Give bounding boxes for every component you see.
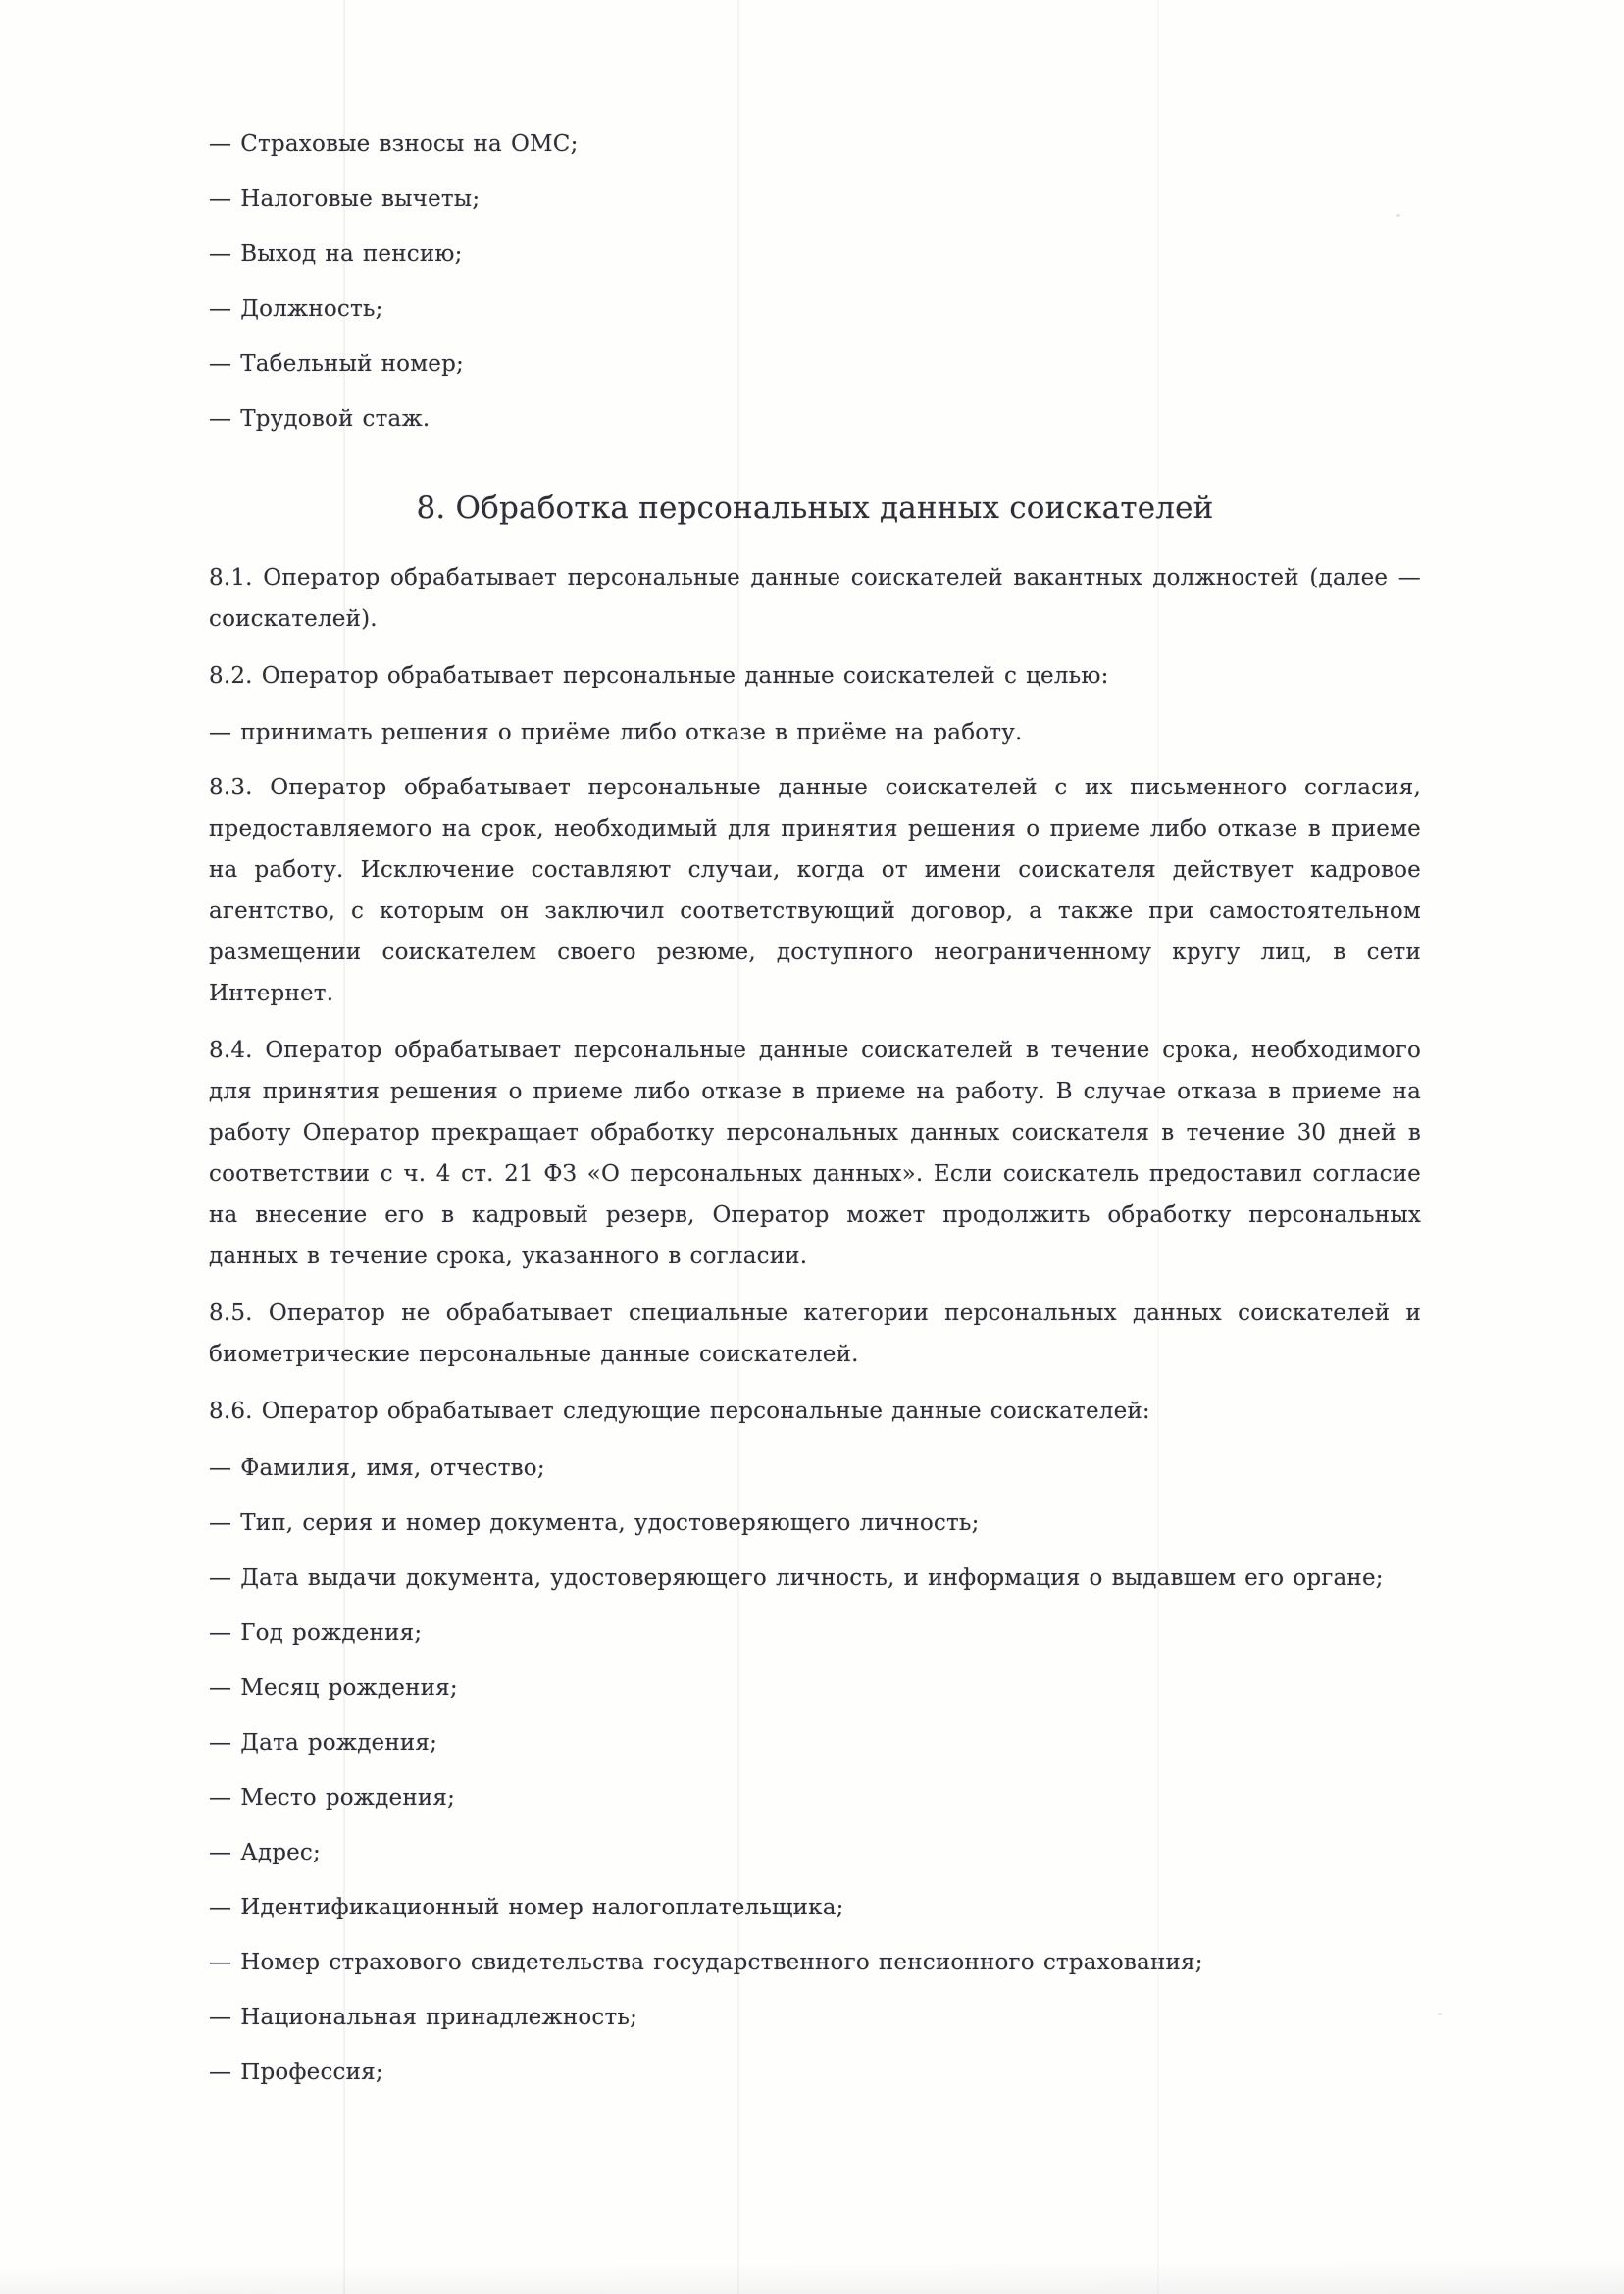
- list-item: — Профессия;: [209, 2060, 383, 2085]
- list-item: — Место рождения;: [209, 1785, 456, 1810]
- list-item: — Дата рождения;: [209, 1730, 438, 1756]
- paragraph: 8.2. Оператор обрабатывает персональные данные соискателей с целью:: [209, 663, 1109, 688]
- list-item: — Должность;: [209, 296, 383, 322]
- paragraph: 8.3. Оператор обрабатывает персональные данные соискателей с их письменного согласия, предоставляемого на срок, необходимый для принятия решения о приеме либо отказе в приеме на работу. Исключение составляют случаи, когда от имени соискателя действует кадровое агентство, с которым он заключил соответствующий договор, а также при самостоятельном размещении соискателем своего резюме, доступного неограниченному кругу лиц, в сети Интернет.: [209, 775, 1421, 1006]
- paragraph: 8.5. Оператор не обрабатывает специальные категории персональных данных соискателей и биометрические персональные данные соискателей.: [209, 1300, 1421, 1367]
- list-item: — Налоговые вычеты;: [209, 186, 481, 212]
- list-item: — принимать решения о приёме либо отказе в приёме на работу.: [209, 720, 1023, 745]
- list-item: — Дата выдачи документа, удостоверяющего личность, и информация о выдавшем его органе;: [209, 1565, 1384, 1591]
- list-item: — Месяц рождения;: [209, 1675, 458, 1701]
- document-body: [209, 124, 1421, 2107]
- list-item: — Страховые взносы на ОМС;: [209, 131, 579, 157]
- scan-edge-shadow: [0, 2258, 1624, 2294]
- list-item: — Выход на пенсию;: [209, 241, 463, 267]
- paragraph: 8.4. Оператор обрабатывает персональные данные соискателей в течение срока, необходимого для принятия решения о приеме либо отказе в приеме на работу. В случае отказа в приеме на работу Оператор прекращает обработку персональных данных соискателя в течение 30 дней в соответствии с ч. 4 ст. 21 ФЗ «О персональных данных». Если соискатель предоставил согласие на внесение его в кадровый резерв, Оператор может продолжить обработку персональных данных в течение срока, указанного в согласии.: [209, 1038, 1421, 1269]
- list-item: — Тип, серия и номер документа, удостоверяющего личность;: [209, 1510, 980, 1536]
- list-item: — Номер страхового свидетельства государственного пенсионного страхования;: [209, 1950, 1203, 1975]
- list-item: — Идентификационный номер налогоплательщика;: [209, 1895, 844, 1920]
- list-item: — Год рождения;: [209, 1620, 423, 1646]
- list-item: — Трудовой стаж.: [209, 406, 431, 432]
- paragraph: 8.6. Оператор обрабатывает следующие персональные данные соискателей:: [209, 1399, 1150, 1424]
- list-item: — Национальная принадлежность;: [209, 2005, 638, 2030]
- section-heading: 8. Обработка персональных данных соискателей: [416, 490, 1214, 526]
- list-item: — Фамилия, имя, отчество;: [209, 1455, 545, 1481]
- scan-speck: [1438, 2013, 1442, 2015]
- list-item: — Табельный номер;: [209, 351, 464, 377]
- paragraph: 8.1. Оператор обрабатывает персональные данные соискателей вакантных должностей (далее — соискателей).: [209, 565, 1421, 632]
- list-item: — Адрес;: [209, 1840, 321, 1865]
